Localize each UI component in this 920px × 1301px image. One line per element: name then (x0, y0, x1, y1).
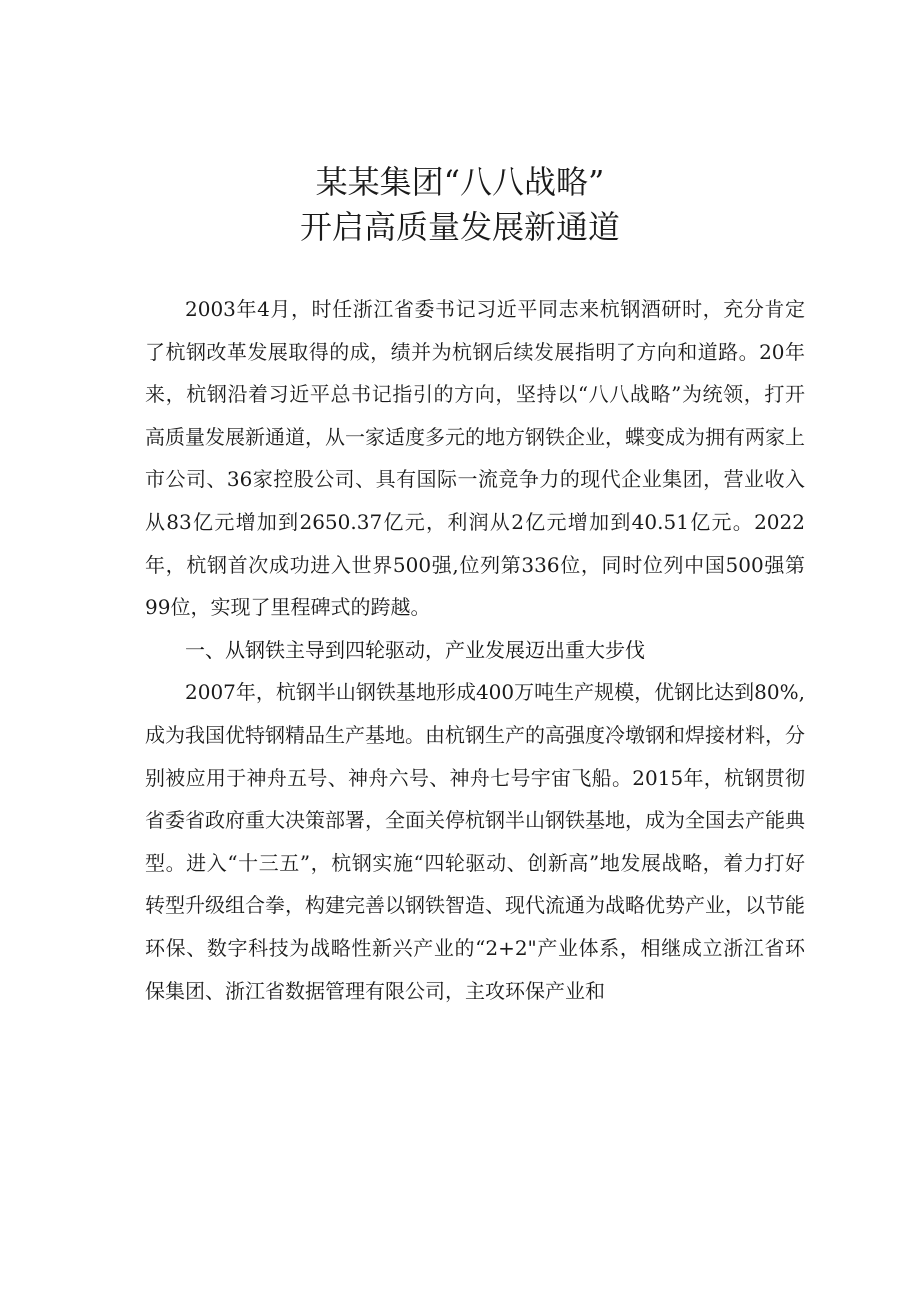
document-title-line-1: 某某集团“八八战略” (315, 163, 605, 201)
document-title-line-2: 开启高质量发展新通道 (299, 208, 620, 246)
section-heading: 一、从钢铁主导到四轮驱动，产业发展迈出重大步伐 (185, 637, 645, 662)
document-body (145, 288, 805, 1012)
intro-paragraph: 2003年4月，时任浙江省委书记习近平同志来杭钢酒研时，充分肯定了杭钢改革发展取得的成，绩并为杭钢后续发展指明了方向和道路。20年来，杭钢沿着习近平总书记指引的方向，坚持以“八八战略”为统领，打开高质量发展新通道，从一家适度多元的地方钢铁企业，蝶变成为拥有两家上市公司、36家控股公司、具有国际一流竞争力的现代企业集团，营业收入从83亿元增加到2650.37亿元，利润从2亿元增加到40.51亿元。2022年，杭钢首次成功进入世界500强,位列第336位，同时位列中国500强第99位，实现了里程碑式的跨越。 (145, 297, 805, 620)
section-paragraph: 2007年，杭钢半山钢铁基地形成400万吨生产规模，优钢比达到80%,成为我国优特钢精品生产基地。由杭钢生产的高强度冷墩钢和焊接材料，分别被应用于神舟五号、神舟六号、神舟七号宇宙飞船。2015年，杭钢贯彻省委省政府重大决策部署，全面关停杭钢半山钢铁基地，成为全国去产能典型。进入“十三五”，杭钢实施“四轮驱动、创新高”地发展战略，着力打好转型升级组合拳，构建完善以钢铁智造、现代流通为战略优势产业，以节能环保、数字科技为战略性新兴产业的“2+2"产业体系，相继成立浙江省环保集团、浙江省数据管理有限公司，主攻环保产业和 (145, 680, 805, 1003)
